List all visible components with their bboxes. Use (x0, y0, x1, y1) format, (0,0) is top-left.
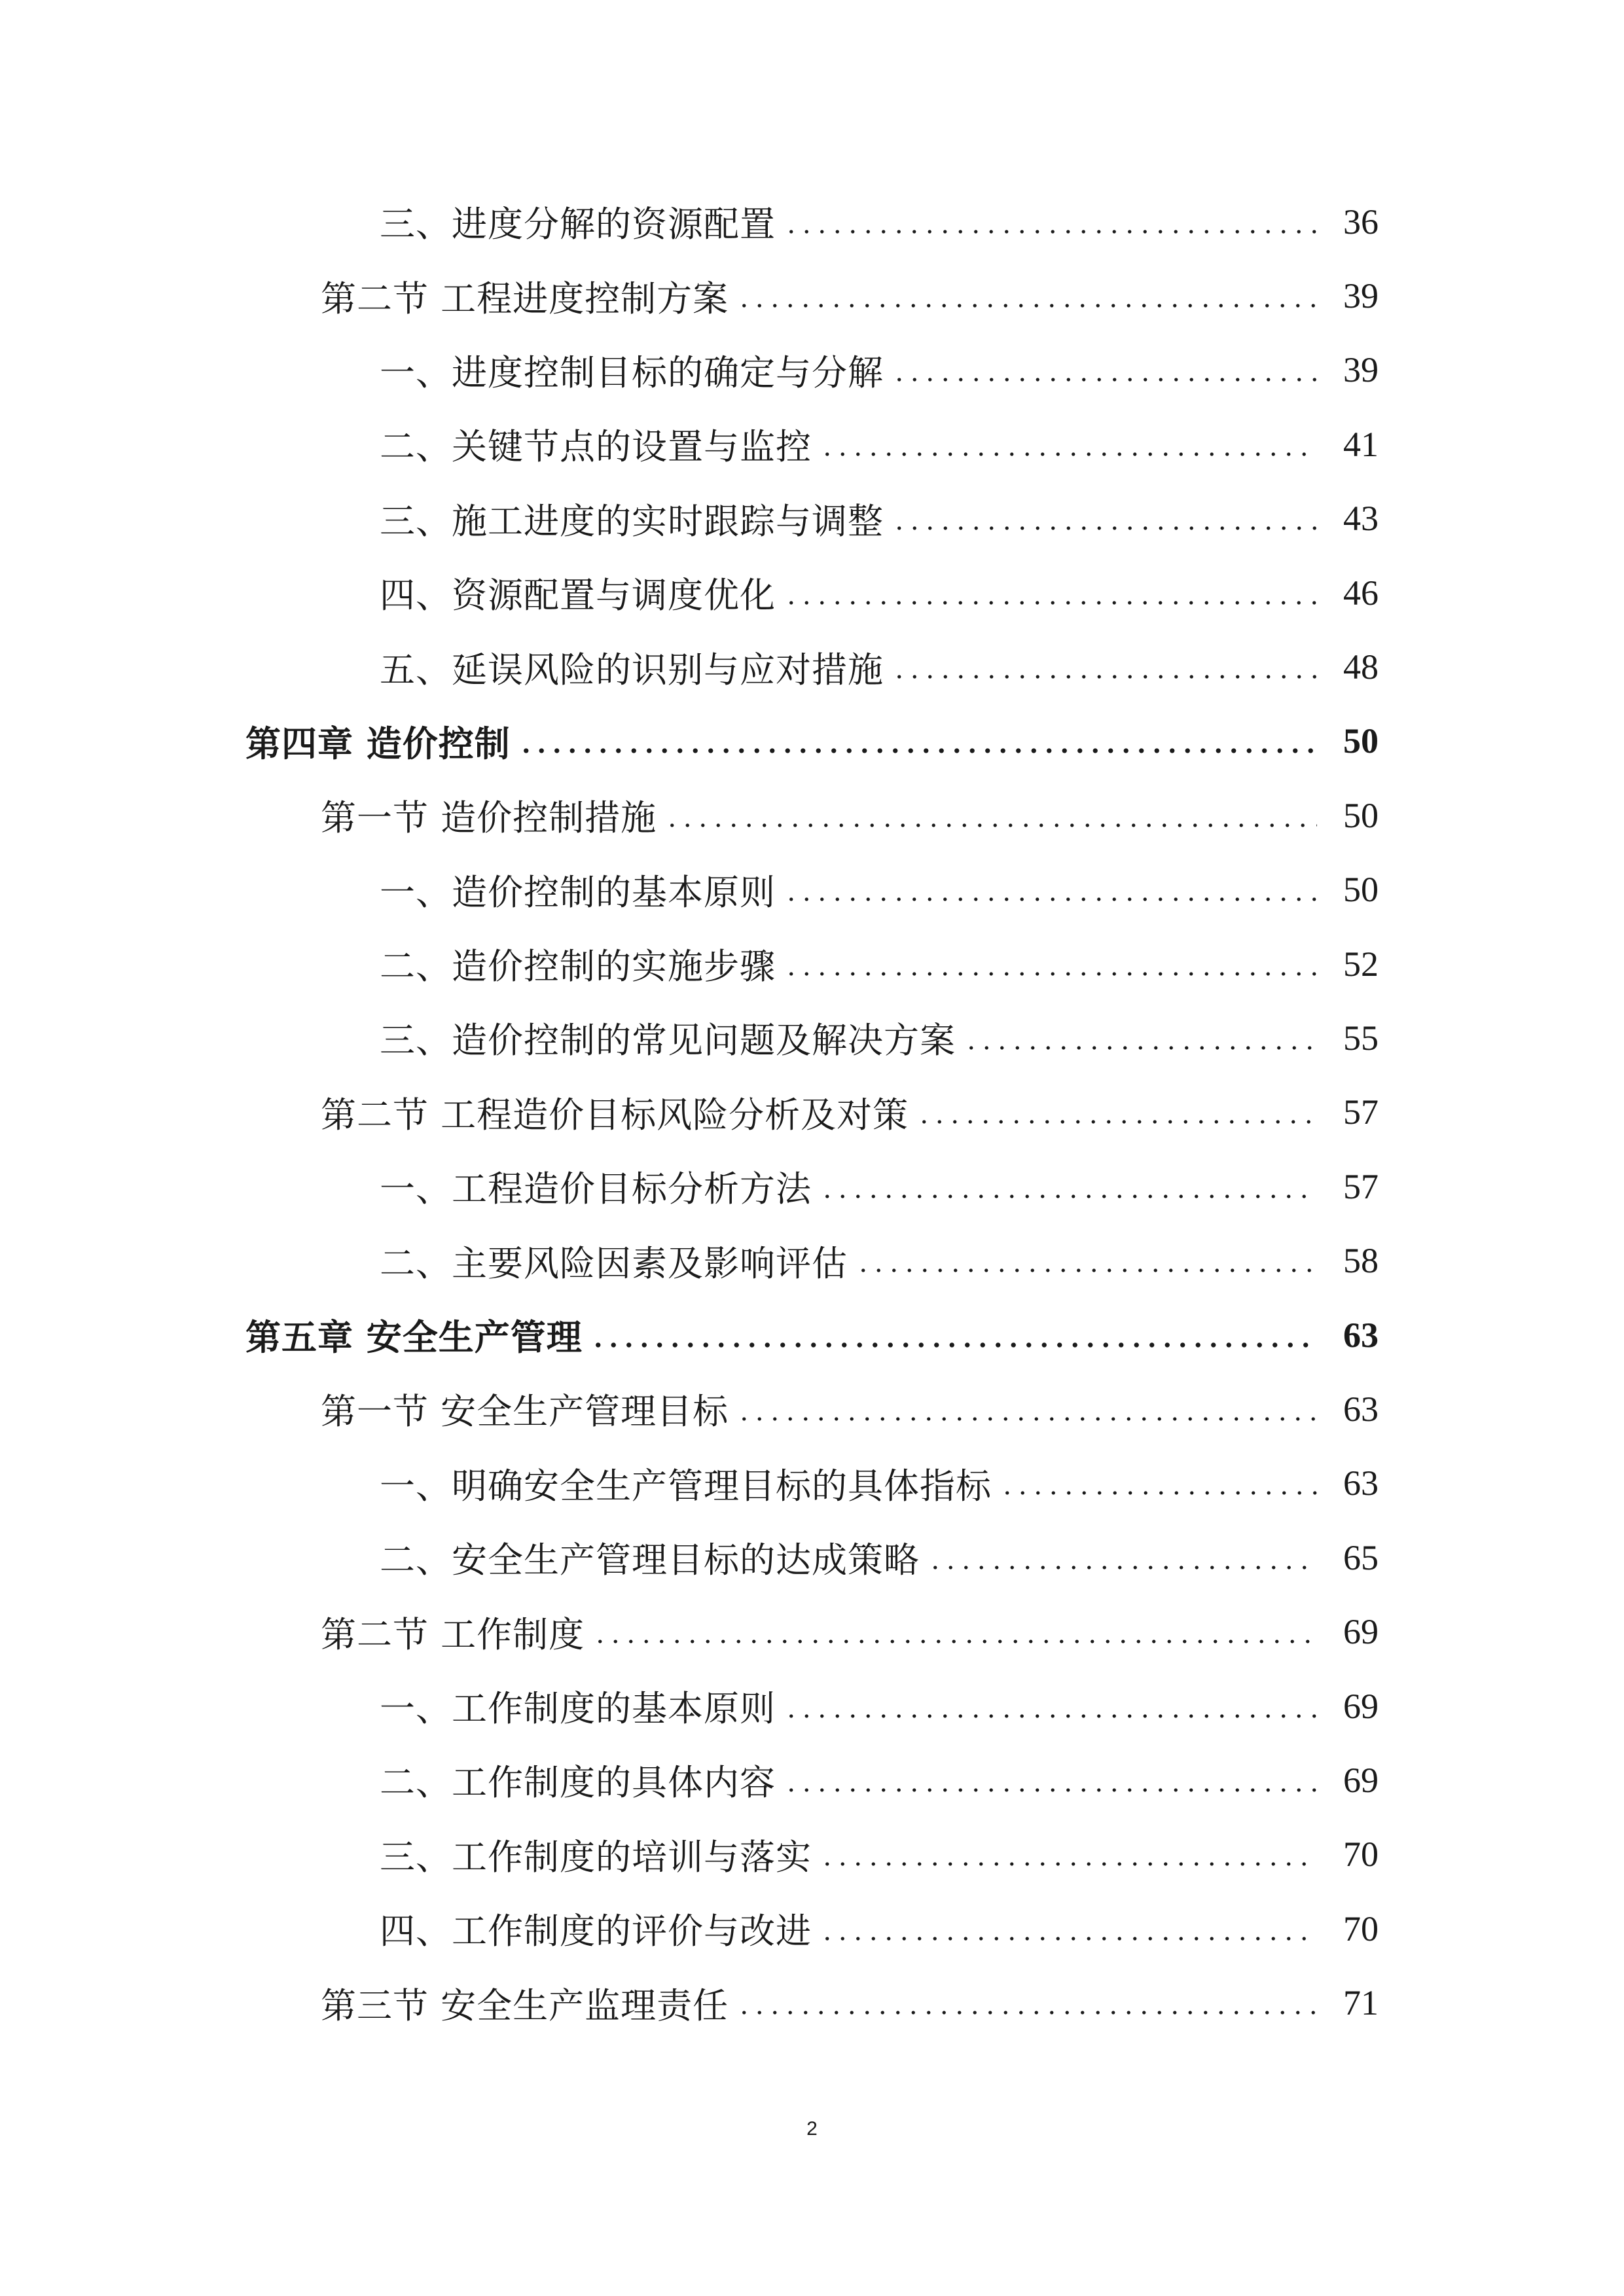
toc-entry[interactable] (0, 927, 1624, 1001)
toc-entry-title: 第一节 造价控制措施 (321, 797, 657, 839)
toc-entry-page-number: 41 (1343, 424, 1379, 464)
toc-entry[interactable] (0, 1743, 1624, 1817)
toc-dot-leader (916, 1094, 1317, 1130)
toc-entry-title: 三、工作制度的培训与落实 (380, 1836, 812, 1878)
toc-entry-title: 二、造价控制的实施步骤 (380, 946, 776, 988)
toc-entry-page-number: 55 (1343, 1018, 1379, 1058)
toc-entry-title: 第二节 工程造价目标风险分析及对策 (321, 1094, 909, 1136)
toc-entry-page-number: 71 (1343, 1983, 1379, 2023)
toc-entry[interactable] (0, 1965, 1624, 2039)
toc-dot-leader (664, 798, 1317, 833)
toc-dot-leader (820, 1169, 1317, 1204)
toc-entry[interactable] (0, 407, 1624, 481)
toc-entry[interactable] (0, 333, 1624, 407)
toc-entry[interactable] (0, 482, 1624, 556)
toc-dot-leader (784, 575, 1317, 611)
toc-dot-leader (736, 278, 1317, 314)
toc-entry-title: 一、工程造价目标分析方法 (380, 1168, 812, 1210)
toc-entry-page-number: 58 (1343, 1241, 1379, 1281)
toc-dot-leader (820, 1911, 1317, 1946)
toc-entry-title: 二、主要风险因素及影响评估 (380, 1242, 848, 1284)
toc-entry-page-number: 63 (1343, 1389, 1379, 1429)
toc-entry-title: 一、明确安全生产管理目标的具体指标 (380, 1465, 992, 1507)
table-of-contents (0, 185, 1624, 2040)
toc-dot-leader (736, 1391, 1317, 1427)
toc-dot-leader (820, 1837, 1317, 1872)
toc-entry-title: 三、施工进度的实时跟踪与调整 (380, 500, 884, 542)
toc-dot-leader (964, 1020, 1317, 1056)
toc-entry-title: 第二节 工程进度控制方案 (321, 278, 729, 319)
toc-entry-title: 一、造价控制的基本原则 (380, 871, 776, 913)
toc-entry-title: 第一节 安全生产管理目标 (321, 1391, 729, 1433)
toc-entry[interactable] (0, 1669, 1624, 1743)
toc-entry[interactable] (0, 1001, 1624, 1075)
toc-entry[interactable] (0, 704, 1624, 778)
toc-entry-title: 二、工作制度的具体内容 (380, 1762, 776, 1804)
toc-dot-leader (892, 649, 1317, 685)
toc-entry-title: 三、进度分解的资源配置 (380, 204, 776, 245)
toc-dot-leader (784, 1763, 1317, 1798)
toc-dot-leader (928, 1540, 1317, 1575)
toc-entry-title: 五、延误风险的识别与应对措施 (380, 649, 884, 691)
toc-dot-leader (518, 723, 1317, 759)
toc-entry[interactable] (0, 185, 1624, 259)
toc-entry[interactable] (0, 259, 1624, 332)
toc-entry-page-number: 39 (1343, 276, 1379, 316)
toc-dot-leader (856, 1243, 1317, 1278)
toc-dot-leader (892, 501, 1317, 536)
toc-entry-page-number: 50 (1343, 721, 1379, 761)
page-number: 2 (806, 2118, 818, 2140)
toc-entry[interactable] (0, 630, 1624, 704)
toc-entry-title: 四、资源配置与调度优化 (380, 575, 776, 617)
toc-entry[interactable] (0, 1223, 1624, 1297)
toc-dot-leader (736, 1985, 1317, 2020)
toc-entry[interactable] (0, 1520, 1624, 1594)
toc-entry-page-number: 50 (1343, 795, 1379, 835)
toc-entry-page-number: 65 (1343, 1537, 1379, 1577)
toc-entry-page-number: 70 (1343, 1835, 1379, 1874)
toc-entry-page-number: 52 (1343, 944, 1379, 984)
toc-entry[interactable] (0, 853, 1624, 927)
toc-entry-page-number: 70 (1343, 1909, 1379, 1948)
toc-entry-title: 三、造价控制的常见问题及解决方案 (380, 1020, 956, 1062)
toc-entry-page-number: 63 (1343, 1315, 1379, 1355)
toc-entry[interactable] (0, 1892, 1624, 1965)
toc-dot-leader (592, 1614, 1317, 1649)
toc-entry[interactable] (0, 1298, 1624, 1372)
toc-entry[interactable] (0, 1446, 1624, 1520)
toc-entry[interactable] (0, 556, 1624, 630)
toc-entry-page-number: 69 (1343, 1760, 1379, 1800)
toc-dot-leader (784, 204, 1317, 240)
toc-dot-leader (892, 352, 1317, 387)
toc-entry-page-number: 50 (1343, 870, 1379, 910)
toc-entry-page-number: 43 (1343, 499, 1379, 539)
toc-entry-page-number: 57 (1343, 1092, 1379, 1132)
toc-dot-leader (1000, 1465, 1317, 1501)
toc-entry-page-number: 48 (1343, 647, 1379, 687)
toc-entry-page-number: 46 (1343, 573, 1379, 613)
toc-dot-leader (784, 872, 1317, 907)
toc-entry-title: 二、关键节点的设置与监控 (380, 426, 812, 468)
toc-dot-leader (784, 1689, 1317, 1724)
toc-entry[interactable] (0, 1594, 1624, 1668)
toc-entry[interactable] (0, 778, 1624, 852)
toc-entry-page-number: 36 (1343, 202, 1379, 242)
toc-entry[interactable] (0, 1075, 1624, 1149)
toc-entry-page-number: 69 (1343, 1686, 1379, 1726)
toc-entry-page-number: 69 (1343, 1612, 1379, 1652)
toc-entry-page-number: 39 (1343, 350, 1379, 390)
toc-entry-page-number: 57 (1343, 1166, 1379, 1206)
toc-entry-title: 第三节 安全生产监理责任 (321, 1984, 729, 2026)
toc-entry-title: 第五章 安全生产管理 (245, 1316, 583, 1359)
toc-entry[interactable] (0, 1372, 1624, 1446)
toc-dot-leader (590, 1318, 1317, 1353)
toc-dot-leader (820, 427, 1317, 462)
toc-entry[interactable] (0, 1818, 1624, 1892)
toc-dot-leader (784, 946, 1317, 982)
toc-entry[interactable] (0, 1149, 1624, 1223)
toc-entry-title: 一、工作制度的基本原则 (380, 1688, 776, 1729)
toc-entry-title: 一、进度控制目标的确定与分解 (380, 351, 884, 393)
toc-entry-title: 二、安全生产管理目标的达成策略 (380, 1539, 920, 1581)
toc-entry-page-number: 63 (1343, 1463, 1379, 1503)
toc-entry-title: 第四章 造价控制 (245, 722, 511, 764)
toc-entry-title: 四、工作制度的评价与改进 (380, 1910, 812, 1952)
toc-entry-title: 第二节 工作制度 (321, 1613, 585, 1655)
